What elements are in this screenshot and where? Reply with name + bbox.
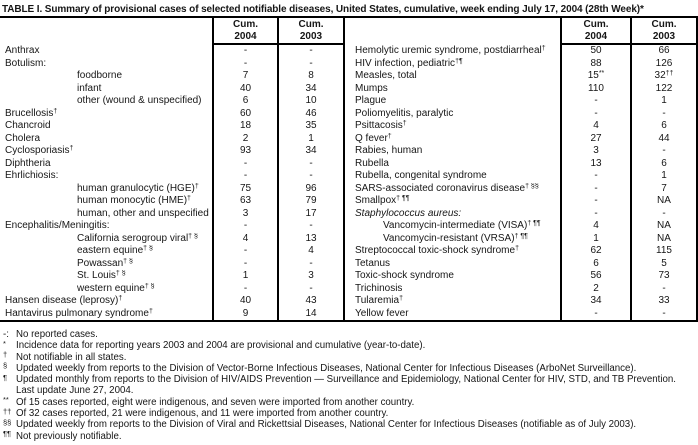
disease-label: Rubella, congenital syndrome xyxy=(355,170,487,181)
disease-label: Toxic-shock syndrome xyxy=(355,270,454,281)
disease-label: Tetanus xyxy=(355,257,391,269)
cum-2003-value: - xyxy=(630,145,698,158)
footnote-marker: † §§ xyxy=(525,182,539,190)
disease-label: Hemolytic uremic syndrome, postdiarrheal† xyxy=(355,45,546,56)
cum-2004-value: - xyxy=(212,58,277,71)
footnote-marker: †¶ xyxy=(455,57,463,65)
footnote-marker: † ¶¶ xyxy=(396,195,410,202)
cum-2004-value: - xyxy=(212,283,277,296)
cum-2004-value: - xyxy=(560,170,630,183)
cum-2003-value: 43 xyxy=(277,295,345,308)
cum-2003-value: - xyxy=(630,208,698,221)
cum-2003-value: - xyxy=(277,45,345,58)
cum-2003-value: 126 xyxy=(630,58,698,71)
footnote-marker: † § xyxy=(144,282,155,290)
disease-label: SARS-associated coronavirus disease† §§ xyxy=(355,182,539,194)
disease-label: Psittacosis† xyxy=(355,120,407,131)
cum-2004-value: 3 xyxy=(560,145,630,158)
left-cum-2004-column-header xyxy=(212,18,277,45)
disease-label: Hansen disease (leprosy)† xyxy=(5,295,123,306)
cum-2004-value: 2 xyxy=(212,133,277,146)
cum-2004-value: 60 xyxy=(212,108,277,121)
cum-2004-value: 9 xyxy=(212,308,277,321)
footnote: -: No reported cases. xyxy=(3,329,98,340)
cum-2003-value: NA xyxy=(630,233,698,246)
footnote-continuation: Last update June 27, 2004. xyxy=(16,385,134,397)
cum-2003-value: 73 xyxy=(630,270,698,283)
cum-2004-value: 4 xyxy=(212,233,277,246)
footnote: ¶¶ Not previously notifiable. xyxy=(3,429,122,442)
cum-2003-value: - xyxy=(277,170,345,183)
cum-2003-value: - xyxy=(630,283,698,296)
notifiable-diseases-table xyxy=(0,16,698,322)
footnote-marker: † xyxy=(118,295,123,302)
disease-label: Diphtheria xyxy=(5,157,51,169)
disease-label: Brucellosis† xyxy=(5,107,58,119)
disease-label: Hantavirus pulmonary syndrome† xyxy=(5,307,153,319)
cum-2004-value: - xyxy=(560,183,630,196)
disease-label: Cyclosporiasis† xyxy=(5,145,74,156)
disease-label: Rubella xyxy=(355,157,389,169)
cum-2003-value: 6 xyxy=(630,120,698,133)
cum-2003-value: - xyxy=(277,283,345,296)
disease-label: Poliomyelitis, paralytic xyxy=(355,107,454,119)
footnote-marker: † § xyxy=(123,257,133,265)
cum-2004-value: - xyxy=(212,258,277,271)
table-left-section xyxy=(0,18,345,320)
cum-2003-value: 1 xyxy=(630,170,698,183)
disease-label: Anthrax xyxy=(5,45,40,56)
cum-2004-value: 4 xyxy=(560,220,630,233)
disease-label: foodborne xyxy=(77,70,123,81)
disease-label: Cholera xyxy=(5,132,41,144)
disease-label: Rabies, human xyxy=(355,145,423,156)
cum-2003-value: 34 xyxy=(277,83,345,96)
disease-label: western equine† § xyxy=(77,282,155,294)
cum-2003-value: 17 xyxy=(277,208,345,221)
cum-2003-value: - xyxy=(277,220,345,233)
cum-2003-value: 115 xyxy=(630,245,698,258)
cum-2004-value: 15** xyxy=(560,70,630,83)
cum-2003-value: - xyxy=(277,258,345,271)
footnote: * Incidence data for reporting years 2003 and 2004 are provisional and cumulative (year-to-date). xyxy=(3,338,426,352)
cum-2003-value: 5 xyxy=(630,258,698,271)
footnote-marker: † xyxy=(187,195,191,202)
footnote-marker: † xyxy=(194,182,199,190)
disease-label: Tularemia† xyxy=(355,295,403,306)
column-header-text: 2004 xyxy=(584,31,608,42)
cum-2004-value: - xyxy=(212,158,277,171)
cum-2003-value: 96 xyxy=(277,183,345,196)
cum-2004-value: 27 xyxy=(560,133,630,146)
cum-2004-value: 13 xyxy=(560,158,630,171)
footnote: §§ Updated weekly from reports to the Division of Viral and Rickettsial Diseases, National Center for Infectious Diseases (notifiable as of July 2003). xyxy=(3,417,637,431)
cum-2003-value: 10 xyxy=(277,95,345,108)
cum-2003-value: 14 xyxy=(277,308,345,321)
footnote-marker: †† xyxy=(3,406,12,416)
footnote-marker: §§ xyxy=(3,417,12,427)
cum-2004-value: 56 xyxy=(560,270,630,283)
cum-2004-value: 18 xyxy=(212,120,277,133)
cum-2003-value: 122 xyxy=(630,83,698,96)
disease-label: Trichinosis xyxy=(355,282,403,294)
column-header-text: 2004 xyxy=(234,31,257,42)
cum-2004-value: 6 xyxy=(560,258,630,271)
footnote-marker: † xyxy=(402,120,407,127)
cum-2003-value: 13 xyxy=(277,233,345,246)
cum-2004-value: - xyxy=(560,195,630,208)
disease-label: Streptococcal toxic-shock syndrome† xyxy=(355,245,519,256)
cum-2004-value: 34 xyxy=(560,295,630,308)
cum-2003-value: 32†† xyxy=(630,70,698,83)
disease-label: Powassan† § xyxy=(77,257,133,269)
cum-2003-value: 33 xyxy=(630,295,698,308)
footnote-marker: † § xyxy=(188,232,198,240)
footnote-marker: ** xyxy=(598,70,605,77)
column-header-text: 2003 xyxy=(652,31,676,42)
footnote-marker: † xyxy=(541,45,546,52)
cum-2004-value: - xyxy=(212,45,277,58)
column-header-text: Cum. xyxy=(298,19,324,30)
disease-label: Measles, total xyxy=(355,70,417,81)
footnote: ** Of 15 cases reported, eight were indigenous, and seven were imported from another country. xyxy=(3,395,415,408)
cum-2004-value: 6 xyxy=(212,95,277,108)
cum-2004-value: 62 xyxy=(560,245,630,258)
cum-2004-value: 93 xyxy=(212,145,277,158)
footnote-marker: † xyxy=(387,132,392,140)
cum-2004-value: 3 xyxy=(212,208,277,221)
column-header-text: 2003 xyxy=(299,31,323,42)
disease-label: human monocytic (HME)† xyxy=(77,195,191,206)
cum-2003-value: 7 xyxy=(630,183,698,196)
table-title: TABLE I. Summary of provisional cases of selected notifiable diseases, United States, cumulative, week ending July 17, 2004 (28th Week)* xyxy=(2,4,644,15)
cum-2003-value: 1 xyxy=(630,95,698,108)
footnote-marker: * xyxy=(3,338,6,348)
footnote-marker: † xyxy=(515,245,519,252)
cum-2003-value: 8 xyxy=(277,70,345,83)
disease-label: Vancomycin-resistant (VRSA)† ¶¶ xyxy=(383,232,528,244)
left-label-header-spacer xyxy=(0,18,212,45)
cum-2004-value: - xyxy=(212,220,277,233)
cum-2003-value: NA xyxy=(630,220,698,233)
disease-label: human, other and unspecified xyxy=(77,207,209,219)
disease-label: Plague xyxy=(355,95,387,106)
cum-2003-value: 35 xyxy=(277,120,345,133)
right-cum-2003-column-header xyxy=(630,18,698,45)
footnotes-section xyxy=(0,329,698,442)
footnote-marker: † § xyxy=(115,270,126,277)
footnote-marker: † xyxy=(53,107,58,115)
disease-label: Yellow fever xyxy=(355,307,409,319)
disease-label: Botulism: xyxy=(5,57,47,69)
disease-label: Ehrlichiosis: xyxy=(5,170,59,181)
cum-2004-value: 7 xyxy=(212,70,277,83)
cum-2004-value: 110 xyxy=(560,83,630,96)
footnote-marker: †† xyxy=(665,70,674,77)
cum-2003-value: - xyxy=(630,308,698,321)
cum-2003-value: 4 xyxy=(277,245,345,258)
cum-2003-value: 1 xyxy=(277,133,345,146)
disease-label: Encephalitis/Meningitis: xyxy=(5,220,110,231)
disease-label: Vancomycin-intermediate (VISA)† ¶¶ xyxy=(383,220,541,231)
footnote-marker: † xyxy=(69,145,74,152)
right-label-header-spacer xyxy=(345,18,560,45)
footnote-marker: † § xyxy=(143,245,153,252)
cum-2004-value: 1 xyxy=(560,233,630,246)
cum-2004-value: - xyxy=(560,208,630,221)
cum-2003-value: - xyxy=(277,58,345,71)
disease-label: Mumps xyxy=(355,82,388,94)
column-header-text: Cum. xyxy=(651,19,677,30)
disease-label: Staphylococcus aureus: xyxy=(355,207,462,219)
cum-2004-value: - xyxy=(560,108,630,121)
cum-2003-value: - xyxy=(630,108,698,121)
disease-label: St. Louis† § xyxy=(77,270,126,281)
cum-2003-value: 6 xyxy=(630,158,698,171)
disease-label: infant xyxy=(77,82,102,94)
disease-label: Smallpox† ¶¶ xyxy=(355,195,410,206)
disease-label: other (wound & unspecified) xyxy=(77,95,202,106)
footnote-marker: § xyxy=(3,361,8,371)
cum-2004-value: 63 xyxy=(212,195,277,208)
cum-2003-value: 34 xyxy=(277,145,345,158)
footnote: †† Of 32 cases reported, 21 were indigenous, and 11 were imported from another country. xyxy=(3,406,389,420)
cum-2004-value: - xyxy=(560,308,630,321)
disease-label: California serogroup viral† § xyxy=(77,232,198,244)
cum-2004-value: 1 xyxy=(212,270,277,283)
table-right-section xyxy=(345,18,698,320)
cum-2003-value: NA xyxy=(630,195,698,208)
footnote-marker: † xyxy=(148,307,153,315)
footnote-marker: † xyxy=(399,295,403,302)
disease-label: Q fever† xyxy=(355,132,392,144)
cum-2003-value: 79 xyxy=(277,195,345,208)
cum-2004-value: 4 xyxy=(560,120,630,133)
footnote-marker: -: xyxy=(3,329,9,340)
footnote-marker: † xyxy=(3,350,8,360)
left-cum-2003-column-header xyxy=(277,18,345,45)
cum-2004-value: 50 xyxy=(560,45,630,58)
cum-2004-value: - xyxy=(560,95,630,108)
cum-2003-value: 46 xyxy=(277,108,345,121)
disease-label: eastern equine† § xyxy=(77,245,153,256)
footnote-marker: ¶¶ xyxy=(3,429,12,439)
column-header-text: Cum. xyxy=(233,19,258,30)
right-cum-2004-column-header xyxy=(560,18,630,45)
cum-2003-value: - xyxy=(277,158,345,171)
cum-2004-value: 75 xyxy=(212,183,277,196)
footnote-marker: † ¶¶ xyxy=(514,232,528,240)
cum-2004-value: - xyxy=(212,245,277,258)
cum-2003-value: 3 xyxy=(277,270,345,283)
cum-2004-value: 88 xyxy=(560,58,630,71)
cum-2004-value: 40 xyxy=(212,83,277,96)
cum-2004-value: 40 xyxy=(212,295,277,308)
footnote: ¶ Updated monthly from reports to the Division of HIV/AIDS Prevention — Surveillance and Epidemiology, National Center for HIV, STD, and TB Prevention. xyxy=(3,372,676,386)
disease-label: human granulocytic (HGE)† xyxy=(77,182,199,194)
cum-2003-value: 44 xyxy=(630,133,698,146)
cum-2003-value: 66 xyxy=(630,45,698,58)
disease-label: Chancroid xyxy=(5,120,51,131)
cum-2004-value: - xyxy=(212,170,277,183)
column-header-text: Cum. xyxy=(583,19,609,30)
disease-label: HIV infection, pediatric†¶ xyxy=(355,57,463,69)
footnote: § Updated weekly from reports to the Division of Vector-Borne Infectious Diseases, National Center for Infectious Diseases (ArboNet Surveillance). xyxy=(3,361,637,374)
footnote-marker: ¶ xyxy=(3,372,8,382)
footnote-marker: † ¶¶ xyxy=(527,220,541,227)
footnote-marker: ** xyxy=(3,395,9,405)
cum-2004-value: 2 xyxy=(560,283,630,296)
footnote: † Not notifiable in all states. xyxy=(3,350,127,363)
